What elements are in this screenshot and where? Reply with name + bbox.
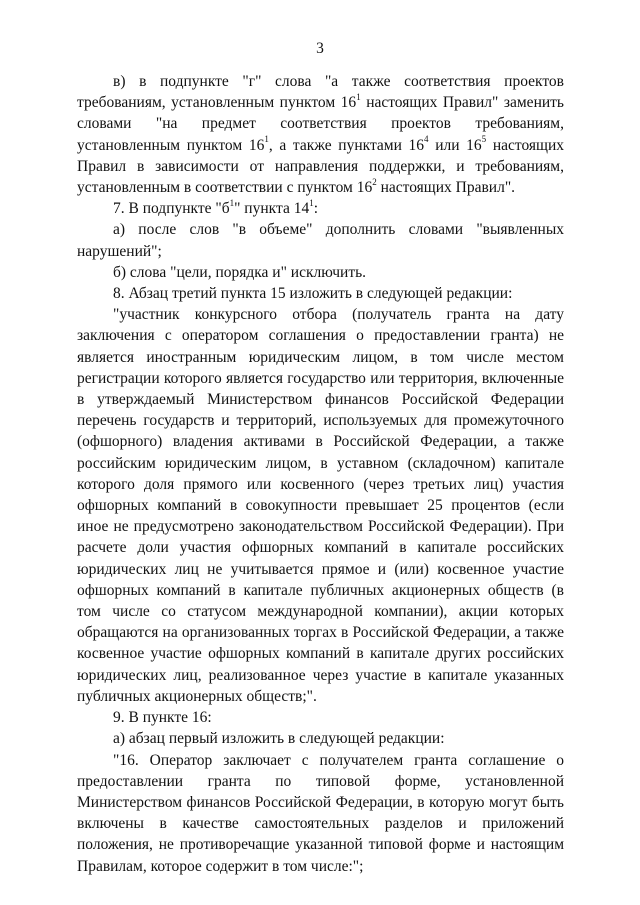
text-run: б) слова "цели, порядка и" исключить. — [113, 263, 367, 281]
text-run: а) абзац первый изложить в следующей редакции: — [113, 730, 445, 748]
superscript: 1 — [309, 198, 314, 209]
paragraph — [77, 262, 564, 283]
superscript: 4 — [424, 134, 429, 145]
text-run: в) в подпункте "г" слова "а также соответствия проектов требованиям, установленным пунктом 16 — [77, 73, 564, 112]
text-run: а) после слов "в объеме" дополнить словами "выявленных нарушений"; — [77, 221, 564, 260]
superscript: 1 — [229, 198, 235, 209]
paragraph — [77, 728, 564, 749]
superscript: 2 — [372, 176, 377, 187]
paragraph — [77, 750, 564, 877]
paragraph — [77, 283, 564, 304]
text-run: 7. В подпункте "б — [113, 200, 230, 218]
text-run: настоящих Правил". — [376, 179, 516, 197]
text-run: 9. В пункте 16: — [113, 709, 212, 727]
text-run: "участник конкурсного отбора (получатель гранта на дату заключения с оператором соглашения о предоставлении гранта) не является иностранным юридическим лицом, в том числе местом регистрации которого является государство или территория, включенные в утверждаемый Министерством финансов Российской Федерации перечень государств и территорий, используемых для промежуточного (офшорного) владения активами в Российской Федерации, а также российским юридическим лицом, в уставном (складочном) капитале которого доля прямого или косвенного (через третьих лиц) участия офшорных компаний в совокупности превышает 25 процентов (если иное не предусмотрено законодательством Российской Федерации). При расчете доли участия офшорных компаний в капитале российских юридических лиц не учитывается прямое и (или) косвенное участие офшорных компаний в капитале публичных акционерных обществ (в том числе со статусом международной компании), акции которых обращаются на организованных торгах в Российской Федерации, а также косвенное участие офшорных компаний в капитале других российских юридических лиц, реализованное через участие в капитале указанных публичных акционерных обществ;". — [77, 306, 564, 705]
paragraph — [77, 198, 564, 219]
text-run: настоящих Правил" заменить словами "на предмет соответствия проектов требованиям, установленным пунктом 16 — [77, 94, 564, 154]
paragraph — [77, 707, 564, 728]
text-run: , а также пунктами 16 — [268, 136, 425, 154]
document-body — [77, 71, 564, 877]
text-run: 8. Абзац третий пункта 15 изложить в следующей редакции: — [113, 285, 513, 303]
text-run: : — [313, 200, 319, 218]
superscript: 1 — [356, 92, 361, 103]
page-number: 3 — [316, 40, 324, 57]
superscript: 5 — [481, 134, 487, 145]
text-run: или 16 — [428, 136, 482, 154]
superscript: 1 — [264, 134, 269, 145]
paragraph — [77, 219, 564, 261]
text-run: "16. Оператор заключает с получателем гранта соглашение о предоставлении гранта по типовой форме, установленной Министерством финансов Российской Федерации, в которую могут быть включены в качестве самостоятельных разделов и приложений положения, не противоречащие указанной типовой форме и настоящим Правилам, которое содержит в том числе:"; — [77, 751, 564, 875]
text-run: настоящих Правил в зависимости от направления поддержки, и требованиям, установленным в соответствии с пунктом 16 — [77, 136, 565, 197]
text-run: " пункта 14 — [234, 200, 310, 218]
paragraph — [77, 304, 564, 707]
paragraph — [77, 71, 564, 198]
